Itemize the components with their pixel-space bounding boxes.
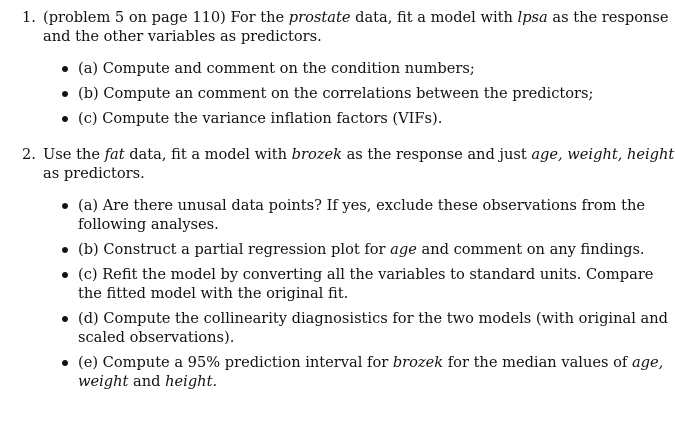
list-item: (c) Refit the model by converting all the variables to standard units. Compare the fitted model with the original fit. [62,265,632,303]
problem-statement [43,145,675,183]
list-item: (c) Compute the variance inflation factors (VIFs). [62,109,632,128]
bullet-icon [62,66,68,72]
bullet-icon [62,91,68,97]
statement-line: as predictors. [43,165,145,182]
statement-line: Use the fat data, fit a model with brozek as the response and just age, weight, height [43,146,675,163]
statement-line: (problem 5 on page 110) For the prostate data, fit a model with lpsa as the response [43,9,669,26]
problem-number: 1. [22,9,36,26]
bullet-icon [62,247,68,253]
list-item: (a) Are there unusal data points? If yes, exclude these observations from the following analyses. [62,196,632,234]
bullet-icon [62,203,68,209]
problem-1-subitems [62,59,632,128]
problem-1 [22,8,669,46]
list-item: (d) Compute the collinearity diagnosistics for the two models (with original and scaled observations). [62,309,632,347]
dataset-name: prostate [288,9,351,26]
bullet-icon [62,116,68,122]
problem-statement [43,8,669,46]
statement-line: and the other variables as predictors. [43,28,322,45]
list-item: (e) Compute a 95% prediction interval for brozek for the median values of age, weight and height. [62,353,632,391]
list-item: (b) Construct a partial regression plot for age and comment on any findings. [62,240,632,259]
bullet-icon [62,360,68,366]
bullet-icon [62,316,68,322]
list-item: (b) Compute an comment on the correlations between the predictors; [62,84,632,103]
bullet-icon [62,272,68,278]
dataset-name: fat [104,146,125,163]
list-item: (a) Compute and comment on the condition numbers; [62,59,632,78]
problem-2-subitems [62,196,668,391]
predictor-variables: age, weight, height [531,146,675,163]
response-variable: brozek [291,146,342,163]
response-variable: lpsa [517,9,548,26]
problem-2 [22,145,675,183]
problem-number: 2. [22,146,36,163]
